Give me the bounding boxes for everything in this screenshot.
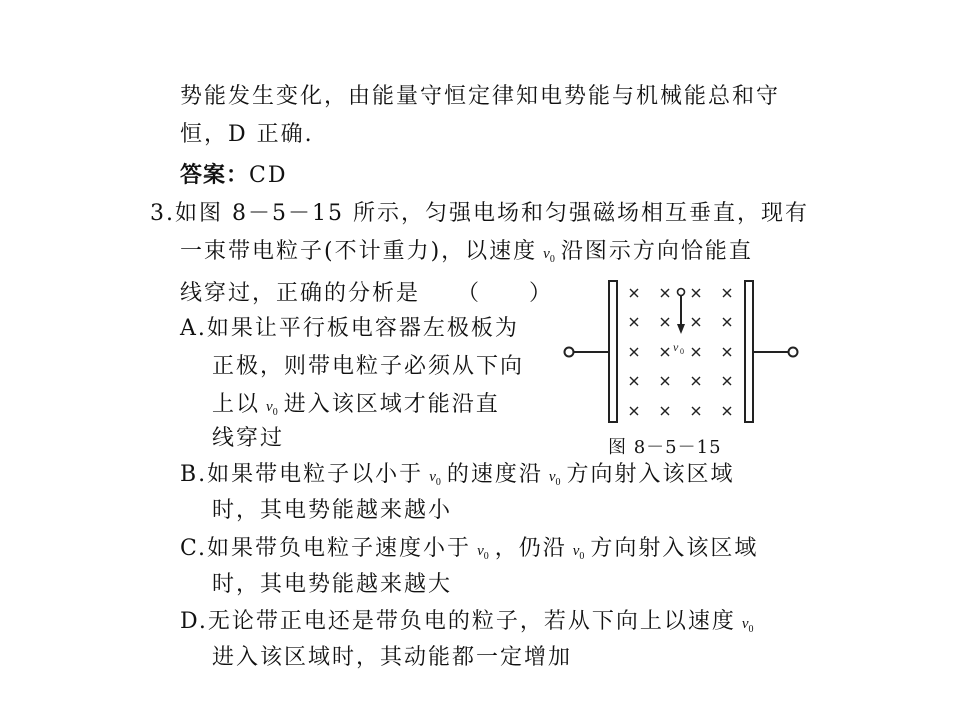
- question-stem-line-1: [150, 199, 809, 229]
- velocity-symbol: $v_0$: [543, 246, 555, 265]
- stem-text-2a: 一束带电粒子(不计重力)，以速度: [180, 239, 538, 264]
- option-b-line-2: 时，其电势能越来越小: [212, 498, 453, 523]
- stem-text-1: 如图 8－5－15 所示，匀强电场和匀强磁场相互垂直，现有: [175, 201, 809, 226]
- question-stem-line-3: 线穿过，正确的分析是 （ ）: [180, 281, 554, 306]
- answer-label: 答案：: [180, 163, 250, 188]
- velocity-symbol: $v_0$: [266, 399, 278, 418]
- option-a-line-3: 上以 $v_0$ 进入该区域才能沿直: [212, 392, 500, 418]
- answer-value: CD: [249, 163, 288, 188]
- option-a-line-1: A.如果让平行板电容器左极板为: [180, 316, 519, 341]
- answer: [180, 161, 288, 191]
- option-c-line-1: C.如果带负电粒子速度小于 $v_0$ ，仍沿 $v_0$ 方向射入该区域: [180, 536, 759, 562]
- left-plate: [609, 281, 617, 422]
- right-plate: [745, 281, 753, 422]
- option-a-letter: A.: [180, 316, 207, 341]
- left-terminal-icon: [565, 348, 574, 357]
- option-c-line-2: 时，其电势能越来越大: [212, 572, 453, 597]
- velocity-arrow-icon: [677, 324, 685, 334]
- question-stem-line-2: [180, 237, 753, 275]
- option-a-line-4: 线穿过: [212, 426, 285, 451]
- capacitor-field-diagram: [560, 275, 810, 435]
- velocity-symbol: $v_0$: [477, 543, 489, 562]
- svg-text:v: v: [673, 340, 679, 354]
- option-a-line-2: 正极，则带电粒子必须从下向: [212, 354, 525, 379]
- velocity-symbol: $v_0$: [572, 543, 585, 562]
- velocity-symbol: $v_0$: [548, 469, 561, 488]
- particle-icon: [678, 289, 685, 296]
- velocity-symbol: $v_0$: [429, 469, 441, 488]
- explanation-line-1: 势能发生变化，由能量守恒定律知电势能与机械能总和守: [180, 84, 781, 109]
- option-b-line-1: B.如果带电粒子以小于 $v_0$ 的速度沿 $v_0$ 方向射入该区域: [180, 462, 735, 488]
- explanation-line-2: 恒，D 正确.: [180, 122, 314, 147]
- velocity-symbol: $v_0$: [741, 616, 754, 635]
- question-number: 3.: [150, 201, 175, 226]
- option-d-line-1: D.无论带正电还是带负电的粒子，若从下向上以速度 $v_0$: [180, 609, 754, 635]
- stem-text-2b: 沿图示方向恰能直: [560, 239, 753, 264]
- figure-caption: 图 8－5－15: [608, 437, 722, 458]
- right-terminal-icon: [789, 348, 798, 357]
- option-d-line-2: 进入该区域时，其动能都一定增加: [212, 645, 573, 670]
- svg-text:0: 0: [680, 347, 684, 356]
